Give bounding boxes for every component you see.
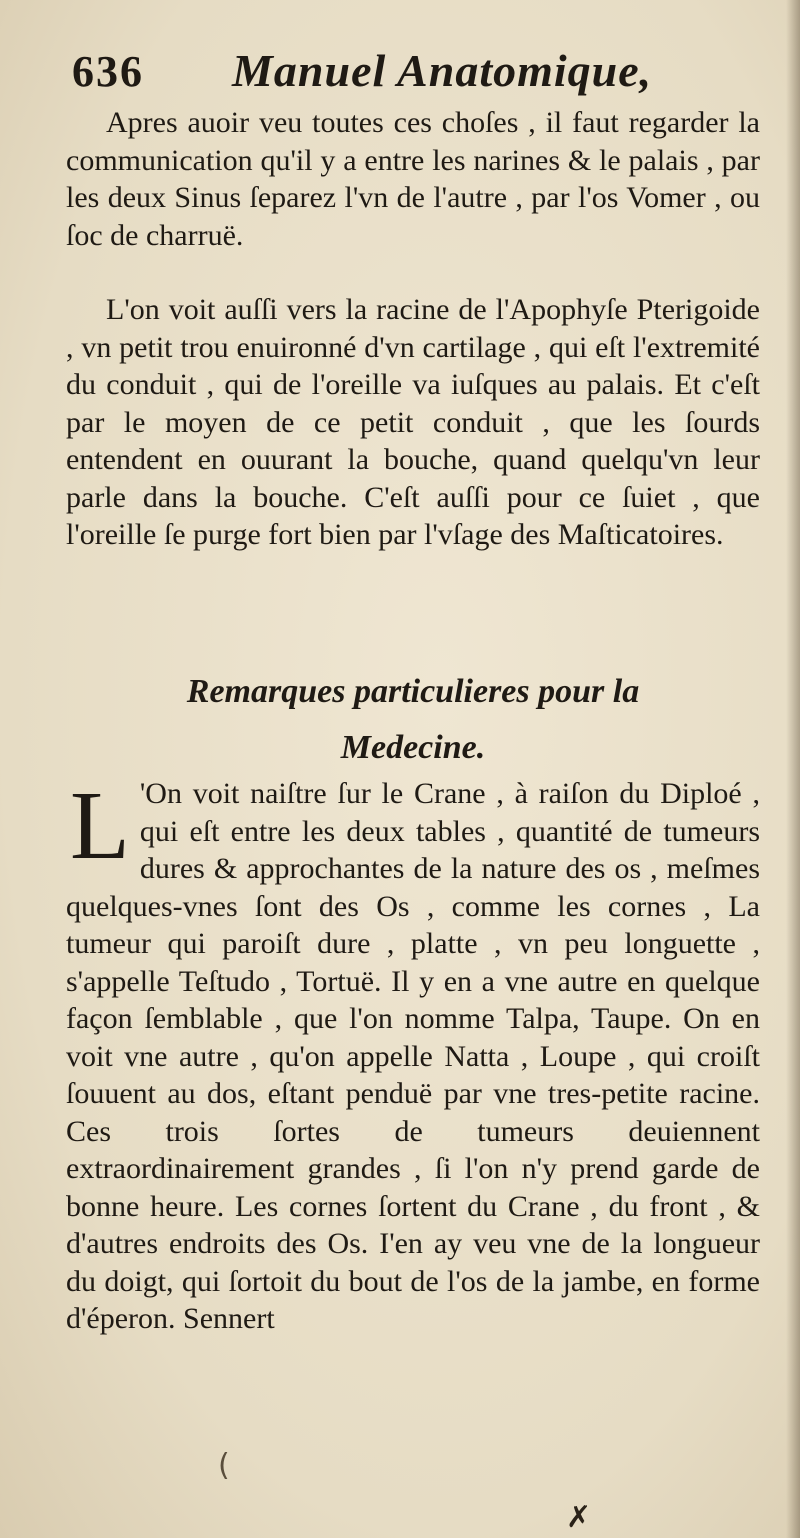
page-number: 636 bbox=[72, 47, 144, 96]
paragraph-2-block bbox=[66, 291, 760, 554]
running-head bbox=[72, 44, 712, 104]
section-heading bbox=[66, 664, 760, 776]
drop-cap: L bbox=[70, 772, 130, 880]
section-body-block bbox=[66, 772, 760, 1338]
section-heading-line-2: Medecine. bbox=[340, 729, 486, 766]
section-body-text: 'On voit naiſtre ſur le Crane , à raiſon du Diploé , qui eſt entre les deux tables , quantité de tumeurs dures & approchantes de la nature des os , meſmes quelques-vnes ſont des Os , comme les cornes , La tumeur qui paroiſt dure , platte , vn peu longuette , s'appelle Teſtudo , Tortuë. Il y en a vne autre en quelque façon ſemblable , que l'on nomme Talpa, Taupe. On en voit vne autre , qu'on appelle Natta , Loupe , qui croiſt ſouuent au dos, eſtant penduë par vne tres-petite racine. Ces trois ſortes de tumeurs deuiennent extraordinairement grandes , ſi l'on n'y prend garde de bonne heure. Les cornes ſortent du Crane , du front , & d'autres endroits des Os. I'en ay veu vne de la longueur du doigt, qui ſortoit du bout de l'os de la jambe, en forme d'éperon. Sennert bbox=[66, 777, 760, 1335]
signature-mark: ✗ bbox=[566, 1500, 592, 1535]
page-edge-shadow bbox=[786, 0, 800, 1538]
paragraph-2: L'on voit auſſi vers la racine de l'Apophyſe Pterigoide , vn petit trou enuironné d'vn cartilage , qui eſt l'extremité du conduit , qui de l'oreille va iuſques au palais. Et c'eſt par le moyen de ce petit conduit , que les ſourds entendent en ouurant la bouche, quand quelqu'vn leur parle dans la bouche. C'eſt auſſi pour ce ſuiet , que l'oreille ſe purge fort bien par l'vſage des Maſticatoires. bbox=[66, 293, 760, 551]
section-heading-line-1: Remarques particulieres pour la bbox=[186, 673, 640, 710]
stray-mark: ( bbox=[218, 1448, 230, 1483]
paragraph-1: Apres auoir veu toutes ces choſes , il faut regarder la communication qu'il y a entre les narines & le palais , par les deux Sinus ſeparez l'vn de l'autre , par l'os Vomer , ou ſoc de charruë. bbox=[66, 106, 760, 252]
section-body bbox=[66, 772, 760, 1338]
running-title: Manuel Anatomique, bbox=[232, 45, 653, 96]
paragraph-1-block bbox=[66, 104, 760, 254]
